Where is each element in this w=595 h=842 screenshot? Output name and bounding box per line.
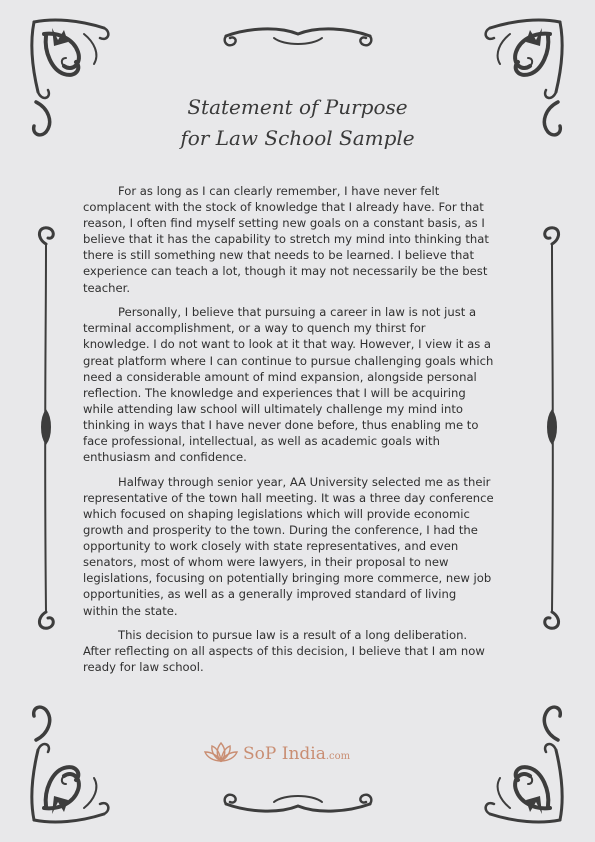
page-title	[0, 92, 595, 154]
corner-ornament-bottom-left	[24, 700, 120, 830]
title-line-2: for Law School Sample	[180, 126, 415, 150]
left-side-flourish	[32, 222, 60, 632]
document-body	[83, 183, 495, 684]
paragraph-3: Halfway through senior year, AA University selected me as their representative of the town hall meeting. It was a three day conference which focused on shaping legislations which will provide economic growth and prosperity to the town. During the conference, I had the opportunity to work closely with state representatives, and even senators, most of whom were lawyers, in their proposal to new legislations, focusing on potentially bringing more commerce, new job opportunities, as well as a generally improved standard of living within the state.	[83, 474, 494, 618]
title-line-1: Statement of Purpose	[187, 95, 408, 119]
bottom-center-flourish	[218, 784, 378, 820]
paragraph-4: This decision to pursue law is a result of a long deliberation. After reflecting on all aspects of this decision, I believe that I am now ready for law school.	[83, 628, 485, 675]
logo-text	[243, 744, 350, 764]
lotus-icon	[204, 740, 238, 768]
right-side-flourish	[538, 222, 566, 632]
logo-brand: SoP India	[243, 744, 326, 764]
logo-domain: .com	[325, 751, 351, 762]
sop-india-logo	[204, 740, 394, 768]
top-center-flourish	[218, 20, 378, 56]
paragraph-1: For as long as I can clearly remember, I have never felt complacent with the stock of knowledge that I already have. For that reason, I often find myself setting new goals on a constant basis, as I believe that it has the capability to stretch my mind into thinking that there is still something new that needs to be learned. I believe that experience can teach a lot, though it may not necessarily be the best teacher.	[83, 184, 489, 295]
paragraph-2: Personally, I believe that pursuing a career in law is not just a terminal accomplishment, or a way to quench my thirst for knowledge. I do not want to look at it that way. However, I view it as a great platform where I can continue to pursue challenging goals which need a considerable amount of mind expansion, alongside personal reflection. The knowledge and experiences that I will be acquiring while attending law school will ultimately challenge my mind into thinking in ways that I have never done before, thus enabling me to face professional, intellectual, as well as academic goals with enthusiasm and confidence.	[83, 305, 494, 465]
corner-ornament-bottom-right	[474, 700, 570, 830]
